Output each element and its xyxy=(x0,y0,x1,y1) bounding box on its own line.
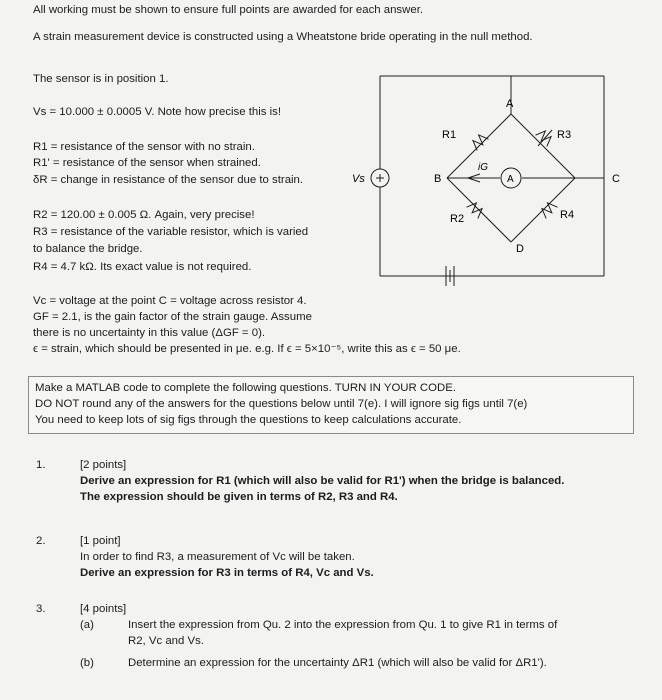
resistor-r4-icon xyxy=(539,200,557,218)
def-vc: Vc = voltage at the point C = voltage across resistor 4. xyxy=(33,295,307,307)
question-3a-label: (a) xyxy=(80,619,94,631)
node-b-label: B xyxy=(434,173,442,185)
question-2-line1: In order to find R3, a measurement of Vc will be taken. xyxy=(80,551,355,563)
node-d-label: D xyxy=(516,243,524,255)
ig-label: iG xyxy=(478,162,488,173)
intro-text: A strain measurement device is constructed using a Wheatstone bride operating in the null method. xyxy=(33,31,533,43)
question-1-line1: Derive an expression for R1 (which will also be valid for R1') when the bridge is balanced. xyxy=(80,475,565,487)
question-1-line2: The expression should be given in terms of R2, R3 and R4. xyxy=(80,491,398,503)
def-r3-line2: to balance the bridge. xyxy=(33,243,143,255)
question-3a-line2: R2, Vc and Vs. xyxy=(128,635,204,647)
def-r2: R2 = 120.00 ± 0.005 Ω. Again, very precise! xyxy=(33,209,255,221)
matlab-notice-box xyxy=(28,376,634,434)
r3-label: R3 xyxy=(557,129,572,141)
r2-label: R2 xyxy=(450,213,465,225)
def-gf-line2: there is no uncertainty in this value (ΔGF = 0). xyxy=(33,327,266,339)
question-3-number: 3. xyxy=(36,603,46,615)
def-delta-r: δR = change in resistance of the sensor due to strain. xyxy=(33,174,304,186)
def-r1-prime: R1' = resistance of the sensor when strained. xyxy=(33,157,261,169)
ammeter-label: A xyxy=(507,174,514,185)
r4-label: R4 xyxy=(560,209,575,221)
sensor-position-text: The sensor is in position 1. xyxy=(33,73,169,85)
def-gf-line1: GF = 2.1, is the gain factor of the strain gauge. Assume xyxy=(33,311,312,323)
question-3b-line1: Determine an expression for the uncertainty ΔR1 (which will also be valid for ΔR1'). xyxy=(128,657,547,669)
def-strain: ϵ = strain, which should be presented in μe. e.g. If ϵ = 5×10⁻⁵, write this as ϵ = 50 μe. xyxy=(33,343,461,355)
branch-ac xyxy=(511,114,575,178)
question-2-line2: Derive an expression for R3 in terms of R4, Vc and Vs. xyxy=(80,567,374,579)
node-c-label: C xyxy=(612,173,620,185)
source-label: Vs xyxy=(352,173,365,185)
question-2-number: 2. xyxy=(36,535,46,547)
question-3b-label: (b) xyxy=(80,657,94,669)
wheatstone-bridge-diagram xyxy=(340,70,640,310)
r1-label: R1 xyxy=(442,129,457,141)
question-1-number: 1. xyxy=(36,459,46,471)
notice-line1: Make a MATLAB code to complete the following questions. TURN IN YOUR CODE. xyxy=(35,382,456,394)
instruction-working: All working must be shown to ensure full points are awarded for each answer. xyxy=(33,4,424,16)
resistor-r1-icon xyxy=(470,132,488,150)
def-r1: R1 = resistance of the sensor with no strain. xyxy=(33,141,255,153)
question-3a-line1: Insert the expression from Qu. 2 into the expression from Qu. 1 to give R1 in terms of xyxy=(128,619,558,631)
def-r4: R4 = 4.7 kΩ. Its exact value is not required. xyxy=(33,261,252,273)
def-vs: Vs = 10.000 ± 0.0005 V. Note how precise this is! xyxy=(33,106,282,118)
question-2-points: [1 point] xyxy=(80,535,121,547)
notice-line2: DO NOT round any of the answers for the questions below until 7(e). I will ignore sig figs until 7(e) xyxy=(35,398,528,410)
resistor-r2-icon xyxy=(467,200,485,218)
question-3-points: [4 points] xyxy=(80,603,127,615)
notice-line3: You need to keep lots of sig figs through the questions to keep calculations accurate. xyxy=(35,414,462,426)
node-a-label: A xyxy=(506,98,514,110)
question-1-points: [2 points] xyxy=(80,459,127,471)
def-r3-line1: R3 = resistance of the variable resistor, which is varied xyxy=(33,226,309,238)
